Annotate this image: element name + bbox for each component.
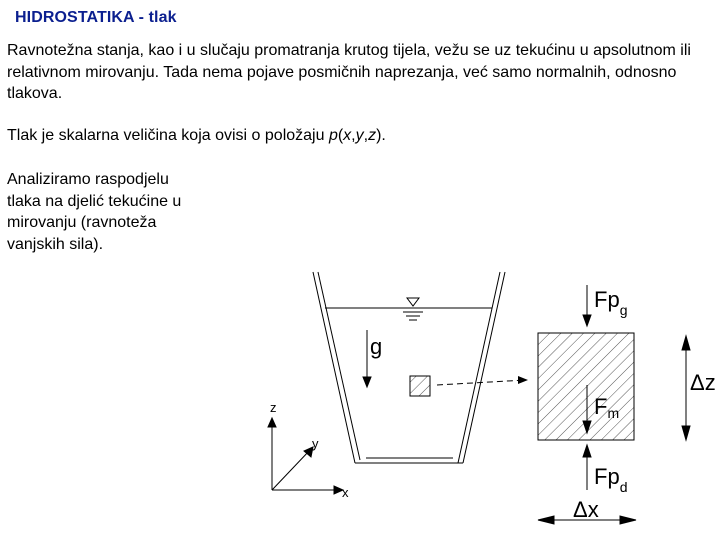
bottom-pressure-force-label (594, 464, 627, 495)
symbol-x: x (343, 127, 352, 144)
mass-force-subscript: m (607, 405, 620, 421)
bottom-force-subscript: d (619, 479, 628, 495)
intro-paragraph: Ravnotežna stanja, kao i u slučaju promatranja krutog tijela, vežu se uz tekućinu u apsolutnom ili relativnom mirovanju. Tada nema pojave posmičnih naprezanja, već samo normalnih, odnosno tlakova. (7, 42, 691, 102)
top-force-base: Fp (594, 287, 620, 312)
paren-close: ). (376, 127, 386, 144)
delta-z-dimension (682, 336, 690, 440)
delta-x-label: Δx (573, 497, 599, 522)
comma-2: , (363, 127, 369, 144)
comma-1: , (351, 127, 356, 144)
coordinate-axes (268, 418, 343, 494)
symbol-z: z (368, 127, 377, 144)
axis-z-label: z (270, 400, 277, 415)
paren-open: ( (337, 127, 344, 144)
symbol-y: y (355, 127, 364, 144)
bottom-pressure-force-arrow (583, 445, 591, 490)
page-title: HIDROSTATIKA - tlak (15, 9, 177, 26)
delta-z-label: Δz (690, 370, 716, 395)
mass-force-base: F (594, 394, 608, 419)
fluid-element-small (410, 376, 430, 396)
symbol-p: p (328, 127, 338, 144)
free-surface-symbol (403, 298, 423, 320)
gravity-label: g (370, 334, 383, 359)
magnify-arrow (437, 376, 528, 385)
definition-text: Tlak je skalarna veličina koja ovisi o položaju (7, 127, 329, 144)
axis-y-label: y (312, 436, 319, 451)
top-pressure-force-arrow (583, 285, 591, 326)
top-pressure-force-label (594, 287, 627, 318)
bottom-force-base: Fp (594, 464, 620, 489)
axis-x-label: x (342, 485, 349, 500)
top-force-subscript: g (619, 302, 628, 318)
analysis-paragraph: Analiziramo raspodjelu tlaka na djelić tekućine u mirovanju (ravnoteža vanjskih sila). (7, 171, 182, 253)
